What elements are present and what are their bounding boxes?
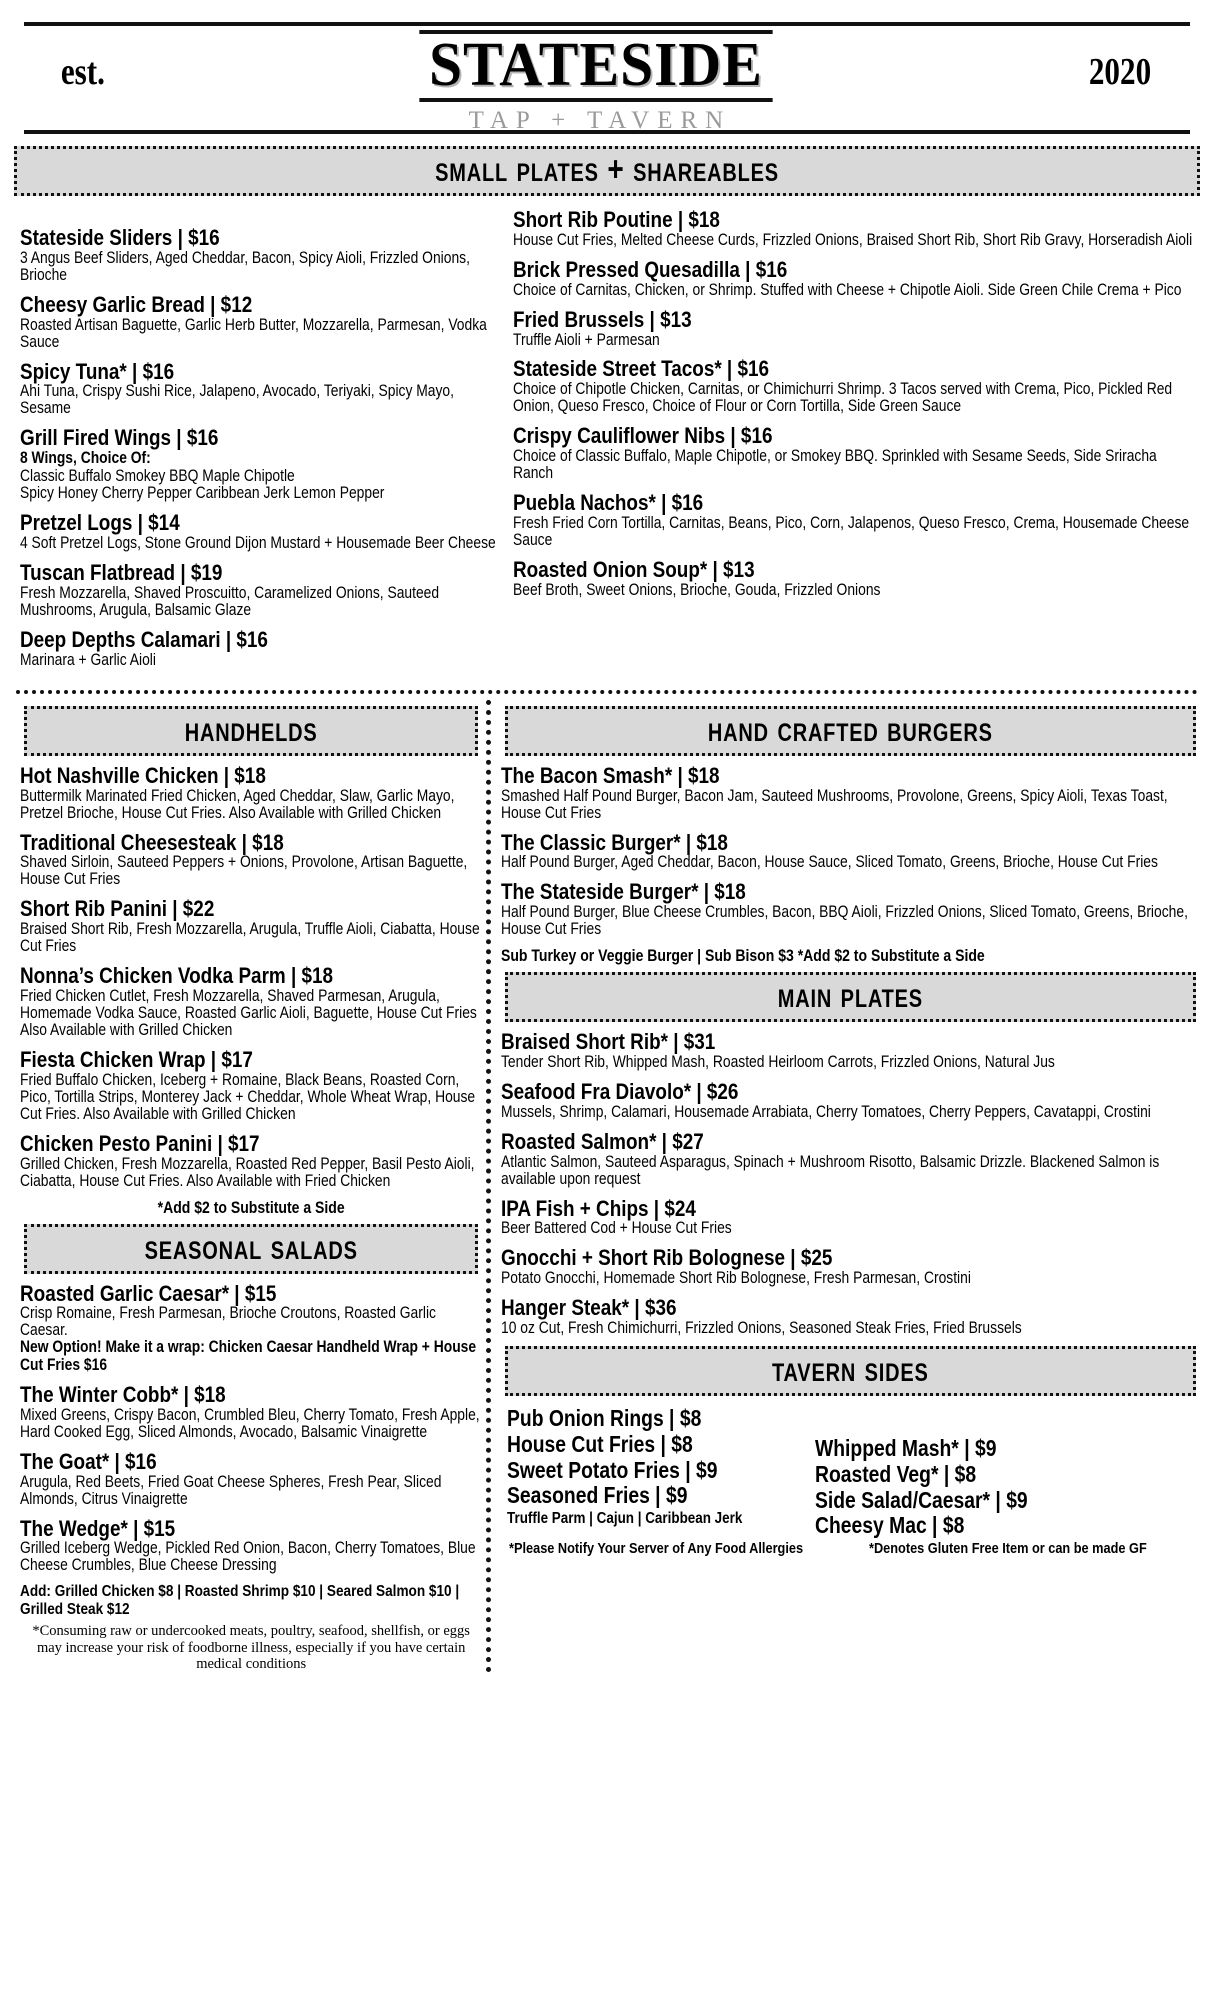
item-description: Mixed Greens, Crispy Bacon, Crumbled Bleu, Cherry Tomato, Fresh Apple, Hard Cooked Egg, Sliced Almonds, Avocado, Balsamic Vinaigrette [20,1405,480,1441]
item-description: Beef Broth, Sweet Onions, Brioche, Gouda, Frizzled Onions [512,580,881,599]
sides-right-column [797,1406,1177,1539]
side-item: Pub Onion Rings | $8 [507,1405,702,1432]
item-description: House Cut Fries, Melted Cheese Curds, Frizzled Onions, Braised Short Rib, Short Rib Gravy, Horseradish Aioli [512,230,1192,249]
item-title: The Classic Burger* | $18 [501,829,729,855]
logo-tagline: TAP + TAVERN [468,106,732,134]
side-item: Cheesy Mac | $8 [815,1512,965,1539]
lower-columns [10,700,1204,1673]
menu-item [501,1246,1200,1287]
health-disclaimer: *Consuming raw or undercooked meats, poultry, seafood, shellfish, or eggs may increase your risk of foodborne illness, especially if you have certain medical conditions [32,1623,470,1673]
menu-item [501,764,1200,822]
item-title: The Wedge* | $15 [20,1515,176,1541]
menu-item [501,1130,1200,1188]
side-item: Roasted Veg* | $8 [815,1460,977,1487]
gluten-free-notice: *Denotes Gluten Free Item or can be made GF [869,1540,1147,1558]
item-title: Pretzel Logs | $14 [20,510,180,536]
seasoned-fries-options: Truffle Parm | Cajun | Caribbean Jerk [507,1510,743,1528]
section-banner-tavern-sides [505,1346,1196,1396]
item-description: Grilled Iceberg Wedge, Pickled Red Onion, Bacon, Cherry Tomatoes, Blue Cheese Crumbles, Blue Cheese Dressing [20,1539,476,1575]
menu-item [501,831,1200,872]
item-title: Chicken Pesto Panini | $17 [20,1130,260,1156]
section-banner-main-plates [505,972,1196,1022]
item-title: Braised Short Rib* | $31 [501,1029,716,1055]
menu-item [20,1132,482,1190]
item-title: Fiesta Chicken Wrap | $17 [20,1046,253,1072]
section-title-main-plates: main plates [778,976,924,1016]
item-description: Crisp Romaine, Fresh Parmesan, Brioche Croutons, Roasted Garlic Caesar. [20,1304,436,1340]
item-title: Roasted Onion Soup* | $13 [512,556,755,582]
item-description: Fresh Mozzarella, Shaved Proscuitto, Caramelized Onions, Sauteed Mushrooms, Arugula, Balsamic Glaze [20,583,440,619]
side-item: Whipped Mash* | $9 [815,1435,997,1462]
item-description: Truffle Aioli + Parmesan [512,330,660,349]
item-description: Ahi Tuna, Crispy Sushi Rice, Jalapeno, Avocado, Teriyaki, Spicy Mayo, Sesame [20,382,454,418]
menu-item [501,1296,1200,1337]
footer-notes [501,1539,1200,1557]
handhelds-substitute-note: *Add $2 to Substitute a Side [157,1198,345,1217]
item-description: Choice of Chipotle Chicken, Carnitas, or Chimichurri Shrimp. 3 Tacos served with Crema, Pico, Pickled Red Onion, Queso Fresco, Choice of Flour or Corn Tortilla, Side Green Sauce [512,380,1172,416]
item-title: The Stateside Burger* | $18 [501,879,747,905]
menu-item [513,308,1200,349]
item-title: Deep Depths Calamari | $16 [20,626,268,652]
item-description: Potato Gnocchi, Homemade Short Rib Bolognese, Fresh Parmesan, Crostini [501,1269,972,1288]
menu-item [20,1048,482,1123]
item-description: 4 Soft Pretzel Logs, Stone Ground Dijon Mustard + Housemade Beer Cheese [20,534,496,553]
masthead [10,22,1204,140]
item-title: Nonna’s Chicken Vodka Parm | $18 [20,963,334,989]
menu-item [20,1383,482,1441]
section-banner-small-plates [14,146,1200,196]
small-plates-right-column [505,204,1200,678]
item-title: Grill Fired Wings | $16 [20,425,219,451]
item-title: Roasted Salmon* | $27 [501,1128,705,1154]
item-description: Half Pound Burger, Aged Cheddar, Bacon, House Sauce, Sliced Tomato, Greens, Brioche, House Cut Fries [501,853,1159,872]
item-title: Short Rib Poutine | $18 [512,207,720,232]
item-description: Shaved Sirloin, Sauteed Peppers + Onions, Provolone, Artisan Baguette, House Cut Fries [20,853,468,889]
menu-item [20,226,505,284]
handhelds-and-salads-column [14,700,482,1673]
item-title: Stateside Street Tacos* | $16 [512,356,769,382]
menu-item [20,1517,482,1575]
menu-item [501,1030,1200,1071]
logo [412,30,780,135]
restaurant-name: STATESIDE [419,30,772,102]
item-description: Arugula, Red Beets, Fried Goat Cheese Spheres, Fresh Pear, Sliced Almonds, Citrus Vinaigrette [20,1472,442,1508]
item-title: The Winter Cobb* | $18 [20,1381,226,1407]
menu-item [20,293,505,351]
item-title: The Bacon Smash* | $18 [501,762,720,788]
item-description: 3 Angus Beef Sliders, Aged Cheddar, Bacon, Spicy Aioli, Frizzled Onions, Brioche [20,248,470,284]
item-description: 10 oz Cut, Fresh Chimichurri, Frizzled Onions, Seasoned Steak Fries, Fried Brussels [501,1319,1023,1338]
item-title: The Goat* | $16 [20,1448,157,1474]
item-description: Tender Short Rib, Whipped Mash, Roasted Heirloom Carrots, Frizzled Onions, Natural Jus [501,1052,1056,1071]
item-description: Grilled Chicken, Fresh Mozzarella, Roasted Red Pepper, Basil Pesto Aioli, Ciabatta, House Cut Fries. Also Available with Fried Chicken [20,1154,475,1190]
item-description: Half Pound Burger, Blue Cheese Crumbles, Bacon, BBQ Aioli, Frizzled Onions, Sliced Tomato, Greens, Brioche, House Cut Fries [501,903,1189,939]
item-description: 8 Wings, Choice Of: [20,449,151,468]
side-item: Sweet Potato Fries | $9 [507,1456,718,1483]
menu-item [20,764,482,822]
menu-item [20,511,505,552]
sides-left-column [507,1406,797,1539]
menu-item [513,558,1200,599]
item-title: Gnocchi + Short Rib Bolognese | $25 [501,1245,833,1271]
menu-item [20,561,505,619]
salad-addons-row: Add: Grilled Chicken $8 | Roasted Shrimp $10 | Seared Salmon $10 | Grilled Steak $12 [20,1583,460,1619]
menu-page [0,22,1214,2000]
item-description: Choice of Carnitas, Chicken, or Shrimp. Stuffed with Cheese + Chipotle Aioli. Side Green Chile Crema + Pico [512,280,1182,299]
small-plates-columns [10,204,1204,678]
item-description: Fried Chicken Cutlet, Fresh Mozzarella, Shaved Parmesan, Arugula, Homemade Vodka Sauce, Roasted Garlic Aioli, Baguette, House Cut Fries Also Available with Grilled Chicken [20,986,477,1039]
menu-item [20,897,482,955]
item-description: Smashed Half Pound Burger, Bacon Jam, Sauteed Mushrooms, Provolone, Greens, Spicy Aioli, Texas Toast, House Cut Fries [501,786,1168,822]
item-description: Fresh Fried Corn Tortilla, Carnitas, Beans, Pico, Corn, Jalapenos, Queso Fresco, Crema, Housemade Cheese Sauce [512,513,1189,549]
tavern-sides-columns [501,1404,1200,1539]
item-title: Brick Pressed Quesadilla | $16 [512,256,787,282]
menu-item [513,424,1200,482]
item-description: Mussels, Shrimp, Calamari, Housemade Arrabiata, Cherry Tomatoes, Cherry Peppers, Cavatappi, Crostini [501,1102,1152,1121]
small-plates-left-column [14,204,505,678]
item-title: Spicy Tuna* | $16 [20,358,175,384]
item-description: Fried Buffalo Chicken, Iceberg + Romaine, Black Beans, Roasted Corn, Pico, Tortilla Strips, Monterey Jack + Cheddar, Whole Wheat Wrap, House Cut Fries. Also Available with Grilled Chicken [20,1070,476,1123]
menu-item [501,880,1200,938]
item-title: IPA Fish + Chips | $24 [501,1195,697,1221]
item-title: Hot Nashville Chicken | $18 [20,762,266,788]
menu-item [20,831,482,889]
item-option-note: New Option! Make it a wrap: Chicken Caesar Handheld Wrap + House Cut Fries $16 [20,1338,477,1374]
menu-item [20,628,505,669]
menu-item [513,258,1200,299]
item-title: Crispy Cauliflower Nibs | $16 [512,423,773,449]
section-title-burgers: hand crafted burgers [708,709,994,749]
side-item: House Cut Fries | $8 [507,1430,694,1457]
menu-item [20,1282,482,1374]
menu-item [513,357,1200,415]
item-title: Stateside Sliders | $16 [20,225,220,250]
menu-item [20,426,505,502]
side-item: Seasoned Fries | $9 [507,1482,688,1509]
section-banner-handhelds [24,706,478,756]
item-description: Buttermilk Marinated Fried Chicken, Aged Cheddar, Slaw, Garlic Mayo, Pretzel Brioche, House Cut Fries. Also Available with Grilled Chicken [20,786,455,822]
menu-item [513,208,1200,249]
item-title: Seafood Fra Diavolo* | $26 [501,1078,739,1104]
section-title-handhelds: handhelds [184,709,318,749]
item-description: Roasted Artisan Baguette, Garlic Herb Butter, Mozzarella, Parmesan, Vodka Sauce [20,315,487,351]
section-banner-burgers [505,706,1196,756]
wing-flavors-row-2: Spicy Honey Cherry Pepper Caribbean Jerk Lemon Pepper [20,483,385,502]
menu-item [20,360,505,418]
item-description: Braised Short Rib, Fresh Mozzarella, Arugula, Truffle Aioli, Ciabatta, House Cut Fries [20,920,480,956]
burgers-mains-sides-column [501,700,1200,1673]
item-title: Fried Brussels | $13 [512,306,692,332]
section-banner-salads [24,1224,478,1274]
item-description: Atlantic Salmon, Sauteed Asparagus, Spinach + Mushroom Risotto, Balsamic Drizzle. Blackened Salmon is available upon request [501,1152,1160,1188]
item-description: Marinara + Garlic Aioli [20,650,156,669]
menu-item [20,1450,482,1508]
menu-item [501,1197,1200,1238]
menu-item [513,491,1200,549]
item-title: Puebla Nachos* | $16 [512,490,703,516]
side-item: Side Salad/Caesar* | $9 [815,1486,1029,1513]
item-title: Short Rib Panini | $22 [20,896,215,922]
wing-flavors-row-1: Classic Buffalo Smokey BBQ Maple Chipotle [20,466,295,485]
section-title-salads: seasonal salads [144,1227,358,1267]
item-title: Tuscan Flatbread | $19 [20,560,223,586]
item-title: Hanger Steak* | $36 [501,1295,677,1321]
menu-item [20,964,482,1039]
section-divider [16,690,1198,694]
item-description: Choice of Classic Buffalo, Maple Chipotle, or Smokey BBQ. Sprinkled with Sesame Seeds, Side Sriracha Ranch [512,447,1157,483]
allergy-notice: *Please Notify Your Server of Any Food Allergies [509,1540,804,1558]
burger-substitution-row: Sub Turkey or Veggie Burger | Sub Bison $3 *Add $2 to Substitute a Side [501,947,986,966]
menu-item [501,1080,1200,1121]
item-title: Roasted Garlic Caesar* | $15 [20,1280,277,1306]
item-title: Cheesy Garlic Bread | $12 [20,291,253,317]
section-title-small-plates: small plates + shareables [435,150,779,189]
established-label: est. [60,51,105,93]
item-title: Traditional Cheesesteak | $18 [20,829,284,855]
column-divider [486,700,491,1673]
established-year: 2020 [1088,51,1152,93]
section-title-tavern-sides: tavern sides [772,1350,929,1390]
item-description: Beer Battered Cod + House Cut Fries [501,1219,733,1238]
